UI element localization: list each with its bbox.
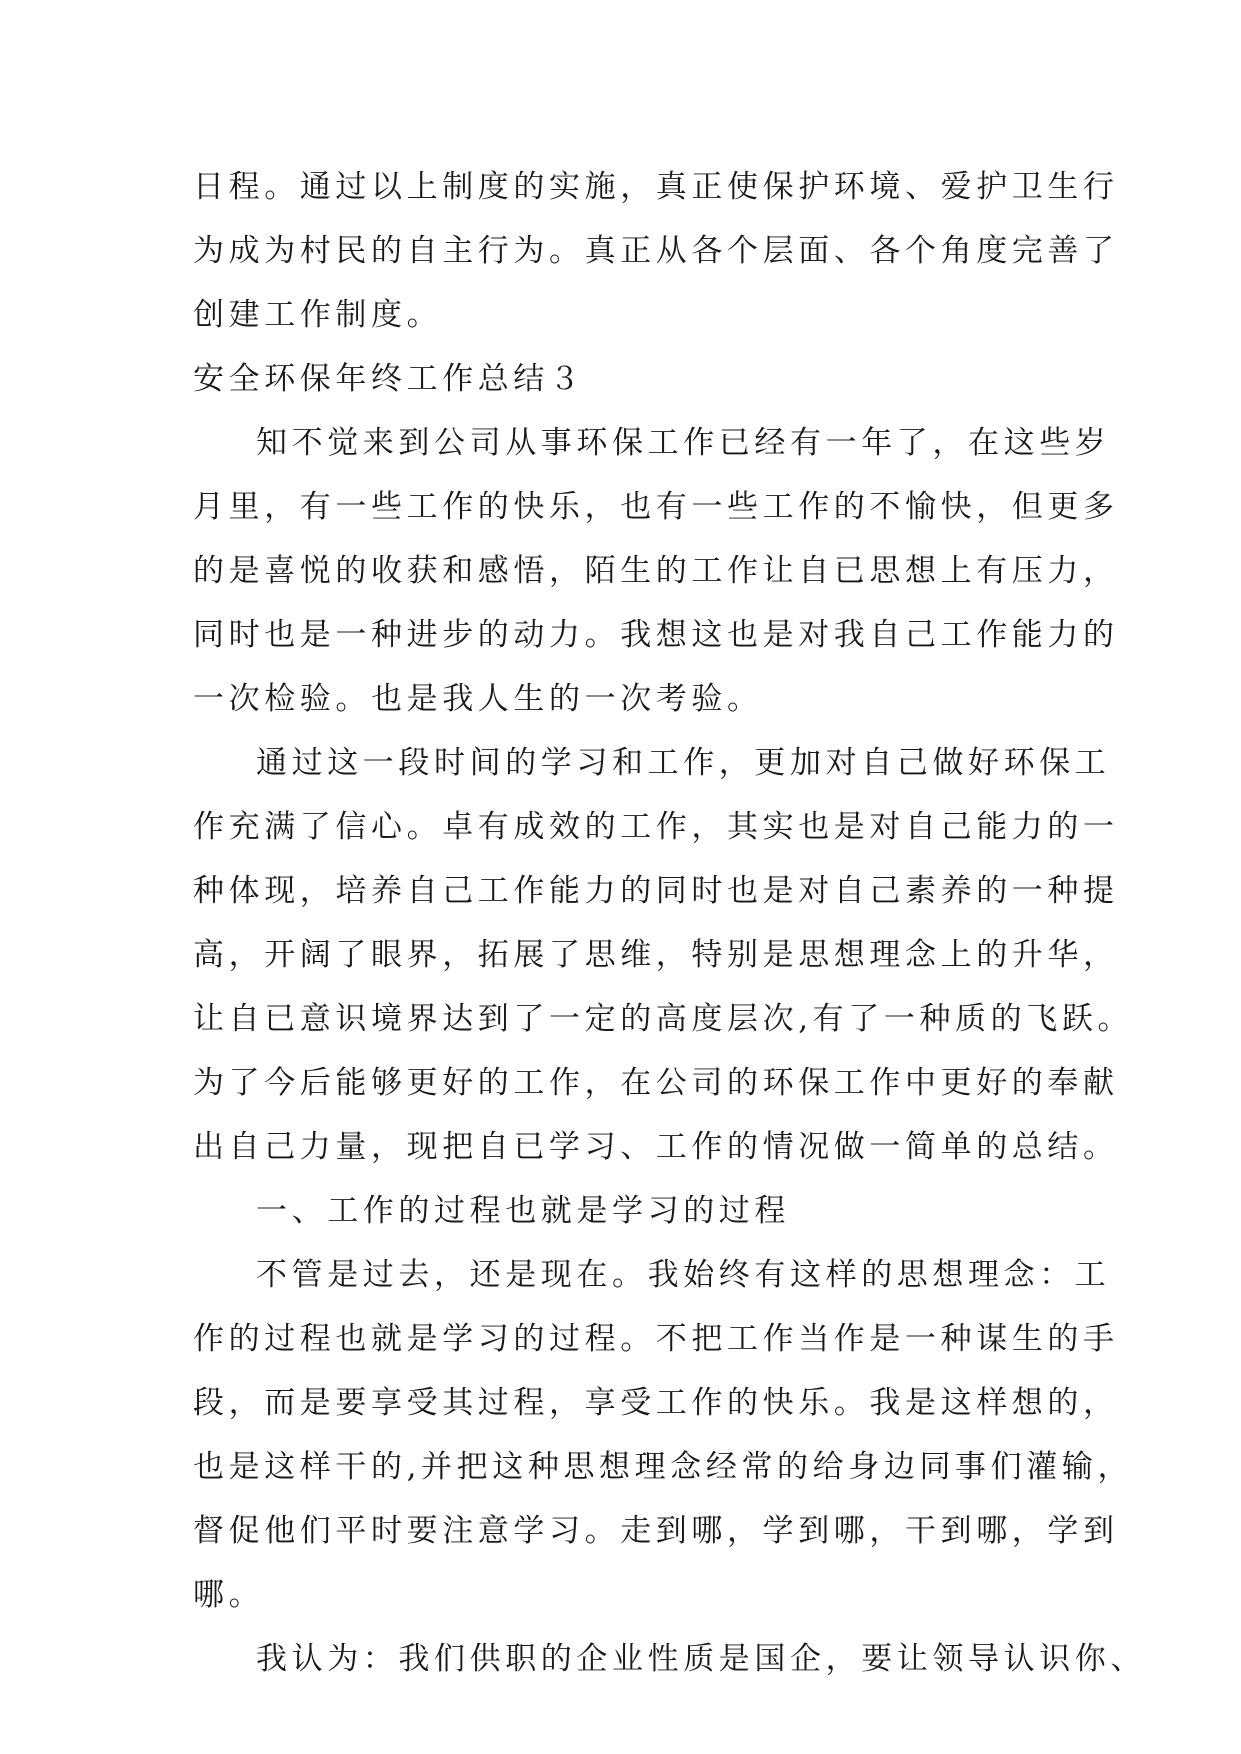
paragraph-line: 作充满了信心。卓有成效的工作，其实也是对自己能力的一	[193, 809, 1119, 845]
paragraph-line: 作的过程也就是学习的过程。不把工作当作是一种谋生的手	[193, 1321, 1119, 1357]
paragraph-line: 月里，有一些工作的快乐，也有一些工作的不愉快，但更多	[193, 489, 1119, 525]
paragraph-line: 知不觉来到公司从事环保工作已经有一年了，在这些岁	[256, 425, 1111, 461]
paragraph-line: 不管是过去，还是现在。我始终有这样的思想理念：工	[256, 1257, 1111, 1293]
paragraph-line: 督促他们平时要注意学习。走到哪，学到哪，干到哪，学到	[193, 1513, 1119, 1549]
paragraph-line: 为了今后能够更好的工作，在公司的环保工作中更好的奉献	[193, 1065, 1119, 1101]
paragraph-line: 也是这样干的,并把这种思想理念经常的给身边同事们灌输，	[193, 1449, 1134, 1485]
paragraph-line: 段，而是要享受其过程，享受工作的快乐。我是这样想的，	[193, 1385, 1119, 1421]
paragraph-line: 我认为：我们供职的企业性质是国企，要让领导认识你、	[256, 1641, 1146, 1677]
subheading: 一、工作的过程也就是学习的过程	[256, 1193, 790, 1229]
paragraph-line: 高，开阔了眼界，拓展了思维，特别是思想理念上的升华，	[193, 937, 1119, 973]
paragraph-line: 通过这一段时间的学习和工作，更加对自己做好环保工	[256, 745, 1111, 781]
section-title: 安全环保年终工作总结３	[193, 361, 585, 397]
paragraph-line: 日程。通过以上制度的实施，真正使保护环境、爱护卫生行	[193, 169, 1119, 205]
paragraph-line: 出自己力量，现把自已学习、工作的情况做一简单的总结。	[193, 1129, 1119, 1165]
paragraph-line: 创建工作制度。	[193, 297, 443, 333]
paragraph-line: 哪。	[193, 1577, 265, 1613]
paragraph-line: 种体现，培养自己工作能力的同时也是对自己素养的一种提	[193, 873, 1119, 909]
paragraph-line: 同时也是一种进步的动力。我想这也是对我自己工作能力的	[193, 617, 1119, 653]
paragraph-line: 一次检验。也是我人生的一次考验。	[193, 681, 763, 717]
paragraph-line: 让自已意识境界达到了一定的高度层次,有了一种质的飞跃。	[193, 1001, 1134, 1037]
paragraph-line: 为成为村民的自主行为。真正从各个层面、各个角度完善了	[193, 233, 1119, 269]
paragraph-line: 的是喜悦的收获和感悟，陌生的工作让自已思想上有压力，	[193, 553, 1119, 589]
